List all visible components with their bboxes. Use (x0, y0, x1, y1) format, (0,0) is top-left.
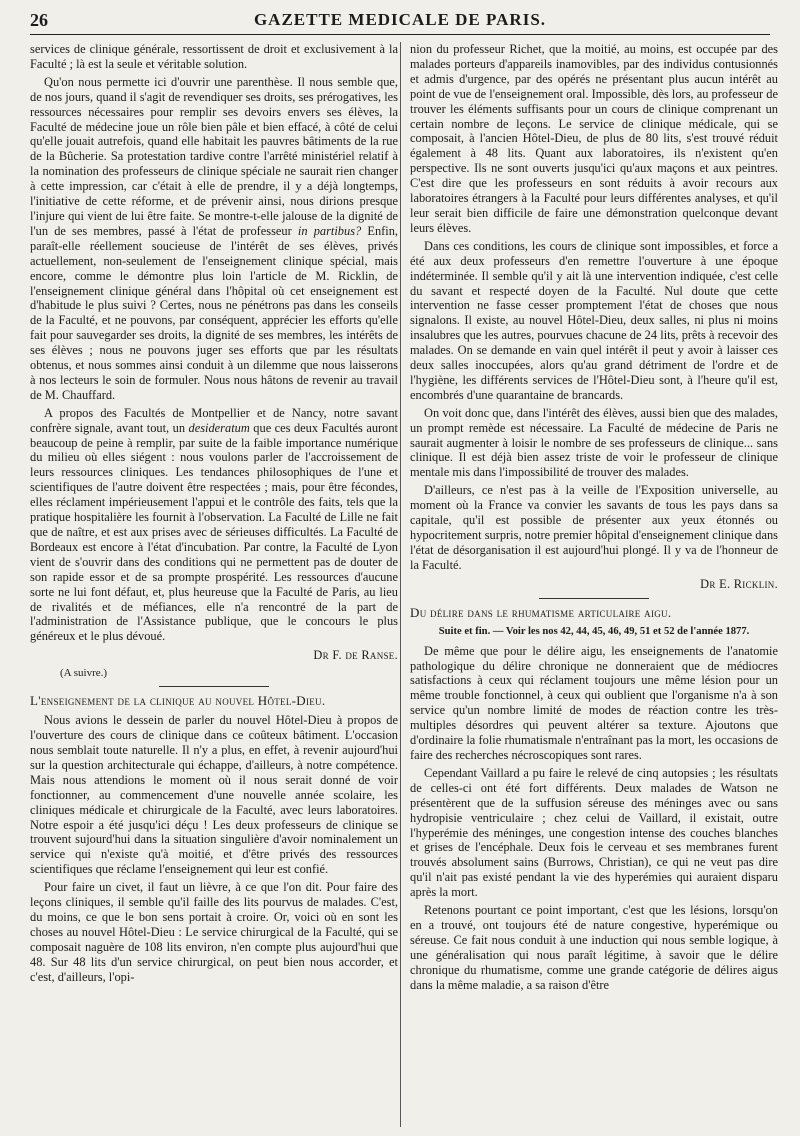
paragraph: services de clinique générale, ressortissent de droit et exclusivement à la Faculté ; là est la seule et véritable solution. (30, 42, 398, 71)
signature: Dr F. de Ranse. (313, 648, 398, 663)
text-run: Qu'on nous permette ici d'ouvrir une parenthèse. Il nous semble que, de nos jours, quand il s'agit de revendiquer ses droits, ses prérogatives, les ressources nécessaires pour remplir ses devoirs envers ses élèves, la Faculté de médecine joue un rôle bien pâle et bien effacé, à côté de celui qu'elle jouait autrefois, quand elle habitait les pauvres bâtiments de la rue de la Bûcherie. Sa protestation tardive contre l'arrêté ministériel relatif à la nomination des professeurs de clinique spéciale ne saurait rien changer à cette impression, car c'était à elle de prendre, il y a déjà longtemps, l'initiative de cette réforme, et de prévenir ainsi, nous dirions presque l'injure qui vient de lui être faite. Se montre-t-elle jalouse de la dignité de l'un de ses membres, passé à l'état de professeur (30, 74, 398, 238)
journal-title: GAZETTE MEDICALE DE PARIS. (253, 10, 547, 29)
column-divider (400, 42, 401, 1127)
paragraph: De même que pour le délire aigu, les enseignements de l'anatomie pathologique du délire chronique ne donneraient que de médiocres satisfactions à ceux qui réclament toujours une même lésion pour un même trouble fonctionnel, à ceux qui oublient que l'organisme n'a à son service qu'un nombre limité de modes de réaction contre les très-multiples désordres qui peuvent altérer sa texture. Ajoutons que d'ordinaire la folie rhumatismale n'entraînant pas la mort, les occasions de faire des recherches nécroscopiques sont rares. (410, 643, 778, 762)
paragraph: On voit donc que, dans l'intérêt des élèves, aussi bien que des malades, un prompt remède est nécessaire. La Faculté de médecine de Paris ne saurait augmenter à loisir le nombre de ses professeurs de clinique... sans clinique. Il est déjà bien assez triste de voir le professeur de clinique mentale mis dans l'impossibilité de trouver des malades. (410, 405, 778, 480)
italic-word: desideratum (188, 420, 250, 435)
article-subtitle: Suite et fin. — Voir les nos 42, 44, 45, 46, 49, 51 et 52 de l'année 1877. (438, 625, 750, 637)
section-rule (159, 686, 269, 687)
article-title: L'enseignement de la clinique au nouvel Hôtel-Dieu. (30, 693, 326, 709)
italic-phrase: in partibus? (297, 223, 362, 238)
paragraph: D'ailleurs, ce n'est pas à la veille de l'Exposition universelle, au moment où la France va convier les savants de tous les pays dans sa capitale, qu'il est possible de présenter aux yeux étonnés ou hypocritement surpris, notre premier hôpital d'enseignement clinique dans l'état de désorganisation il est aujourd'hui plongé. Il y va de l'honneur de la Faculté. (410, 483, 778, 572)
text-run: A propos des Facultés de Montpellier et de Nancy, notre savant confrère signale, avant tout, un (30, 405, 398, 435)
signature: Dr E. Ricklin. (700, 576, 778, 591)
section-rule (539, 598, 649, 599)
left-column (30, 42, 398, 1127)
paragraph: nion du professeur Richet, que la moitié, au moins, est occupée par des malades porteurs d'appareils inamovibles, par des individus contusionnés et admis d'urgence, par des opérés ne présentant plus aucun intérêt au point de vue de l'enseignement oral. Impossible, dès lors, au professeur de trouver les éléments suffisants pour un cours de clinique comprenant un certain nombre de leçons. Le service de clinique médicale, qui se composait, à l'ancien Hôtel-Dieu, de plus de 80 lits, s'est trouvé réduit également à 48 lits. Quant aux laboratoires, ils n'existent qu'en perspective. Ils ne sont ouverts jusqu'ici qu'aux maçons et aux peintres. C'est dire que les professeurs en sont réduits à avoir recours aux laboratoires étrangers à la Faculté pour leurs différentes analyses, et qu'il leur serait bien difficile de faire une démonstration quelconque devant leurs élèves. (410, 42, 778, 235)
page-header (30, 8, 770, 35)
page-number: 26 (30, 10, 48, 30)
article-title: Du délire dans le rhumatisme articulaire aigu. (410, 604, 672, 620)
to-be-continued: (A suivre.) (60, 667, 108, 680)
right-column (410, 42, 778, 1127)
paragraph (30, 75, 398, 403)
paragraph: Retenons pourtant ce point important, c'est que les lésions, lorsqu'on en a trouvé, ont toujours été de nature congestive, hyperémique ou séreuse. Ce fait nous conduit à une induction qui nous semble logique, à une généralisation qui nous paraît légitime, à savoir que le délire chronique du rhumatisme, comme une grande catégorie de délires aigus dans la même maladie, a sa raison d'être (410, 903, 778, 992)
paragraph: Cependant Vaillard a pu faire le relevé de cinq autopsies ; les résultats de celles-ci ont été fort différents. Deux malades de Watson ne présentèrent que de la suffusion séreuse des méninges avec ou sans hydropisie ventriculaire ; chez celui de Vaillard, il existait, outre l'hyperémie des méninges, une congestion intense des couches blanches et grises de l'encéphale. Deux fois le cerveau et ses membranes furent trouvés absolument sains (Burrows, Christian), ce qui ne veut pas dire qu'il n'ait pas existé pendant la vie des hyperémies qui auraient disparu après la mort. (410, 765, 778, 900)
paragraph: Pour faire un civet, il faut un lièvre, à ce que l'on dit. Pour faire des leçons cliniques, il semble qu'il faille des lits pourvus de malades. C'est, du moins, ce que le bon sens portait à croire. Or, voici où en sont les choses au nouvel Hôtel-Dieu : Le service chirurgical de la Faculté, qui se composait naguère de 108 lits environ, n'en compte plus aujourd'hui que 48. Sur 48 lits d'un service chirurgical, on peut bien nous accorder, et c'est, d'ailleurs, l'opi- (30, 880, 398, 984)
text-run: que ces deux Facultés auront beaucoup de peine à remplir, par suite de la faible importance numérique du milieu où elles siégent : nous voulons parler de l'accroissement de leurs ressources cliniques. Les tendances philosophiques de l'une et scientifiques de l'autre doivent être respectées ; mais, pour être fécondes, elles réclament impérieusement l'appui et le contrôle des faits, tels que la pratique hospitalière les fournit à l'observation. La Faculté de Lille ne fait que de naître, et est aux prises avec de sérieuses difficultés. La Faculté de Bordeaux est encore à l'état d'incubation. Par contre, la Faculté de Lyon vient de s'ouvrir dans des conditions qui ne permettent pas de douter de son rapide essor et de sa prompte prospérité. Les ressources d'aucune sorte ne lui font défaut, et, plus heureuse que la Faculté de Paris, au lieu de rivalités et de méfiances, elle n'a rencontré de la part de l'administration de l'Assistance publique, que le concours le plus généreux et le plus dévoué. (30, 420, 398, 644)
paragraph: Dans ces conditions, les cours de clinique sont impossibles, et force a été aux deux professeurs d'en remettre l'ouverture à une époque indéterminée. Il semble qu'il y ait là une intervention indiquée, c'est celle du savant et respecté doyen de la Faculté. Nul doute que cette intervention ne fasse cesser promptement l'état de choses que nous signalons. Il existe, au nouvel Hôtel-Dieu, deux salles, ni plus ni moins insalubres que les autres, pourvues chacune de 24 lits, prêts à recevoir des malades. On se demande en vain quel intérêt il peut y avoir à laisser ces deux salles inoccupées, alors qu'au grand détriment de l'ordre et de l'hygiène, les différents services de l'Hôtel-Dieu sont, à l'heure qu'il est, encombrés d'une quarantaine de brancards. (410, 238, 778, 402)
paragraph: Nous avions le dessein de parler du nouvel Hôtel-Dieu à propos de l'ouverture des cours de clinique dans ce coûteux bâtiment. L'occasion nous semblait toute naturelle. Il n'y a plus, en effet, à revenir aujourd'hui sur la question architecturale qui échappe, d'ailleurs, à notre compétence. Mais nous attendions le moment où il nous serait donné de voir fonctionner, au commencement d'une nouvelle année scolaire, les cliniques médicale et chirurgicale de la Faculté, avec leurs laboratoires. Notre espoir a été jusqu'ici déçu ! Les deux professeurs de clinique se trouvent sujourd'hui dans la situation singulière d'avoir nominalement un service qui n'existe qu'à moitié, et d'être privés des ressources scientifiques que réclame l'enseignement qui leur est confié. (30, 713, 398, 877)
text-run: Enfin, paraît-elle réellement soucieuse de l'intérêt de ses élèves, privés actuellement, non-seulement de l'enseignement clinique spécial, mais encore, comme le démontre plus loin l'article de M. Ricklin, de l'enseignement clinique général dans l'hôpital où cet enseignement est d'habitude le plus suivi ? Certes, nous ne pénétrons pas dans les conseils de la Faculté, et ne pouvons, par conséquent, apprécier les efforts qu'elle fait pour sauvegarder ses droits, la dignité de ses membres, les intérêts de ses élèves ; nous ne pouvons juger ses efforts que par les résultats obtenus, et nous sommes ainsi conduit à un dilemme que nous laisserons à nos lecteurs le soin de formuler. Nous nous hâtons de revenir au travail de M. Chauffard. (30, 223, 398, 402)
paragraph (30, 406, 398, 645)
